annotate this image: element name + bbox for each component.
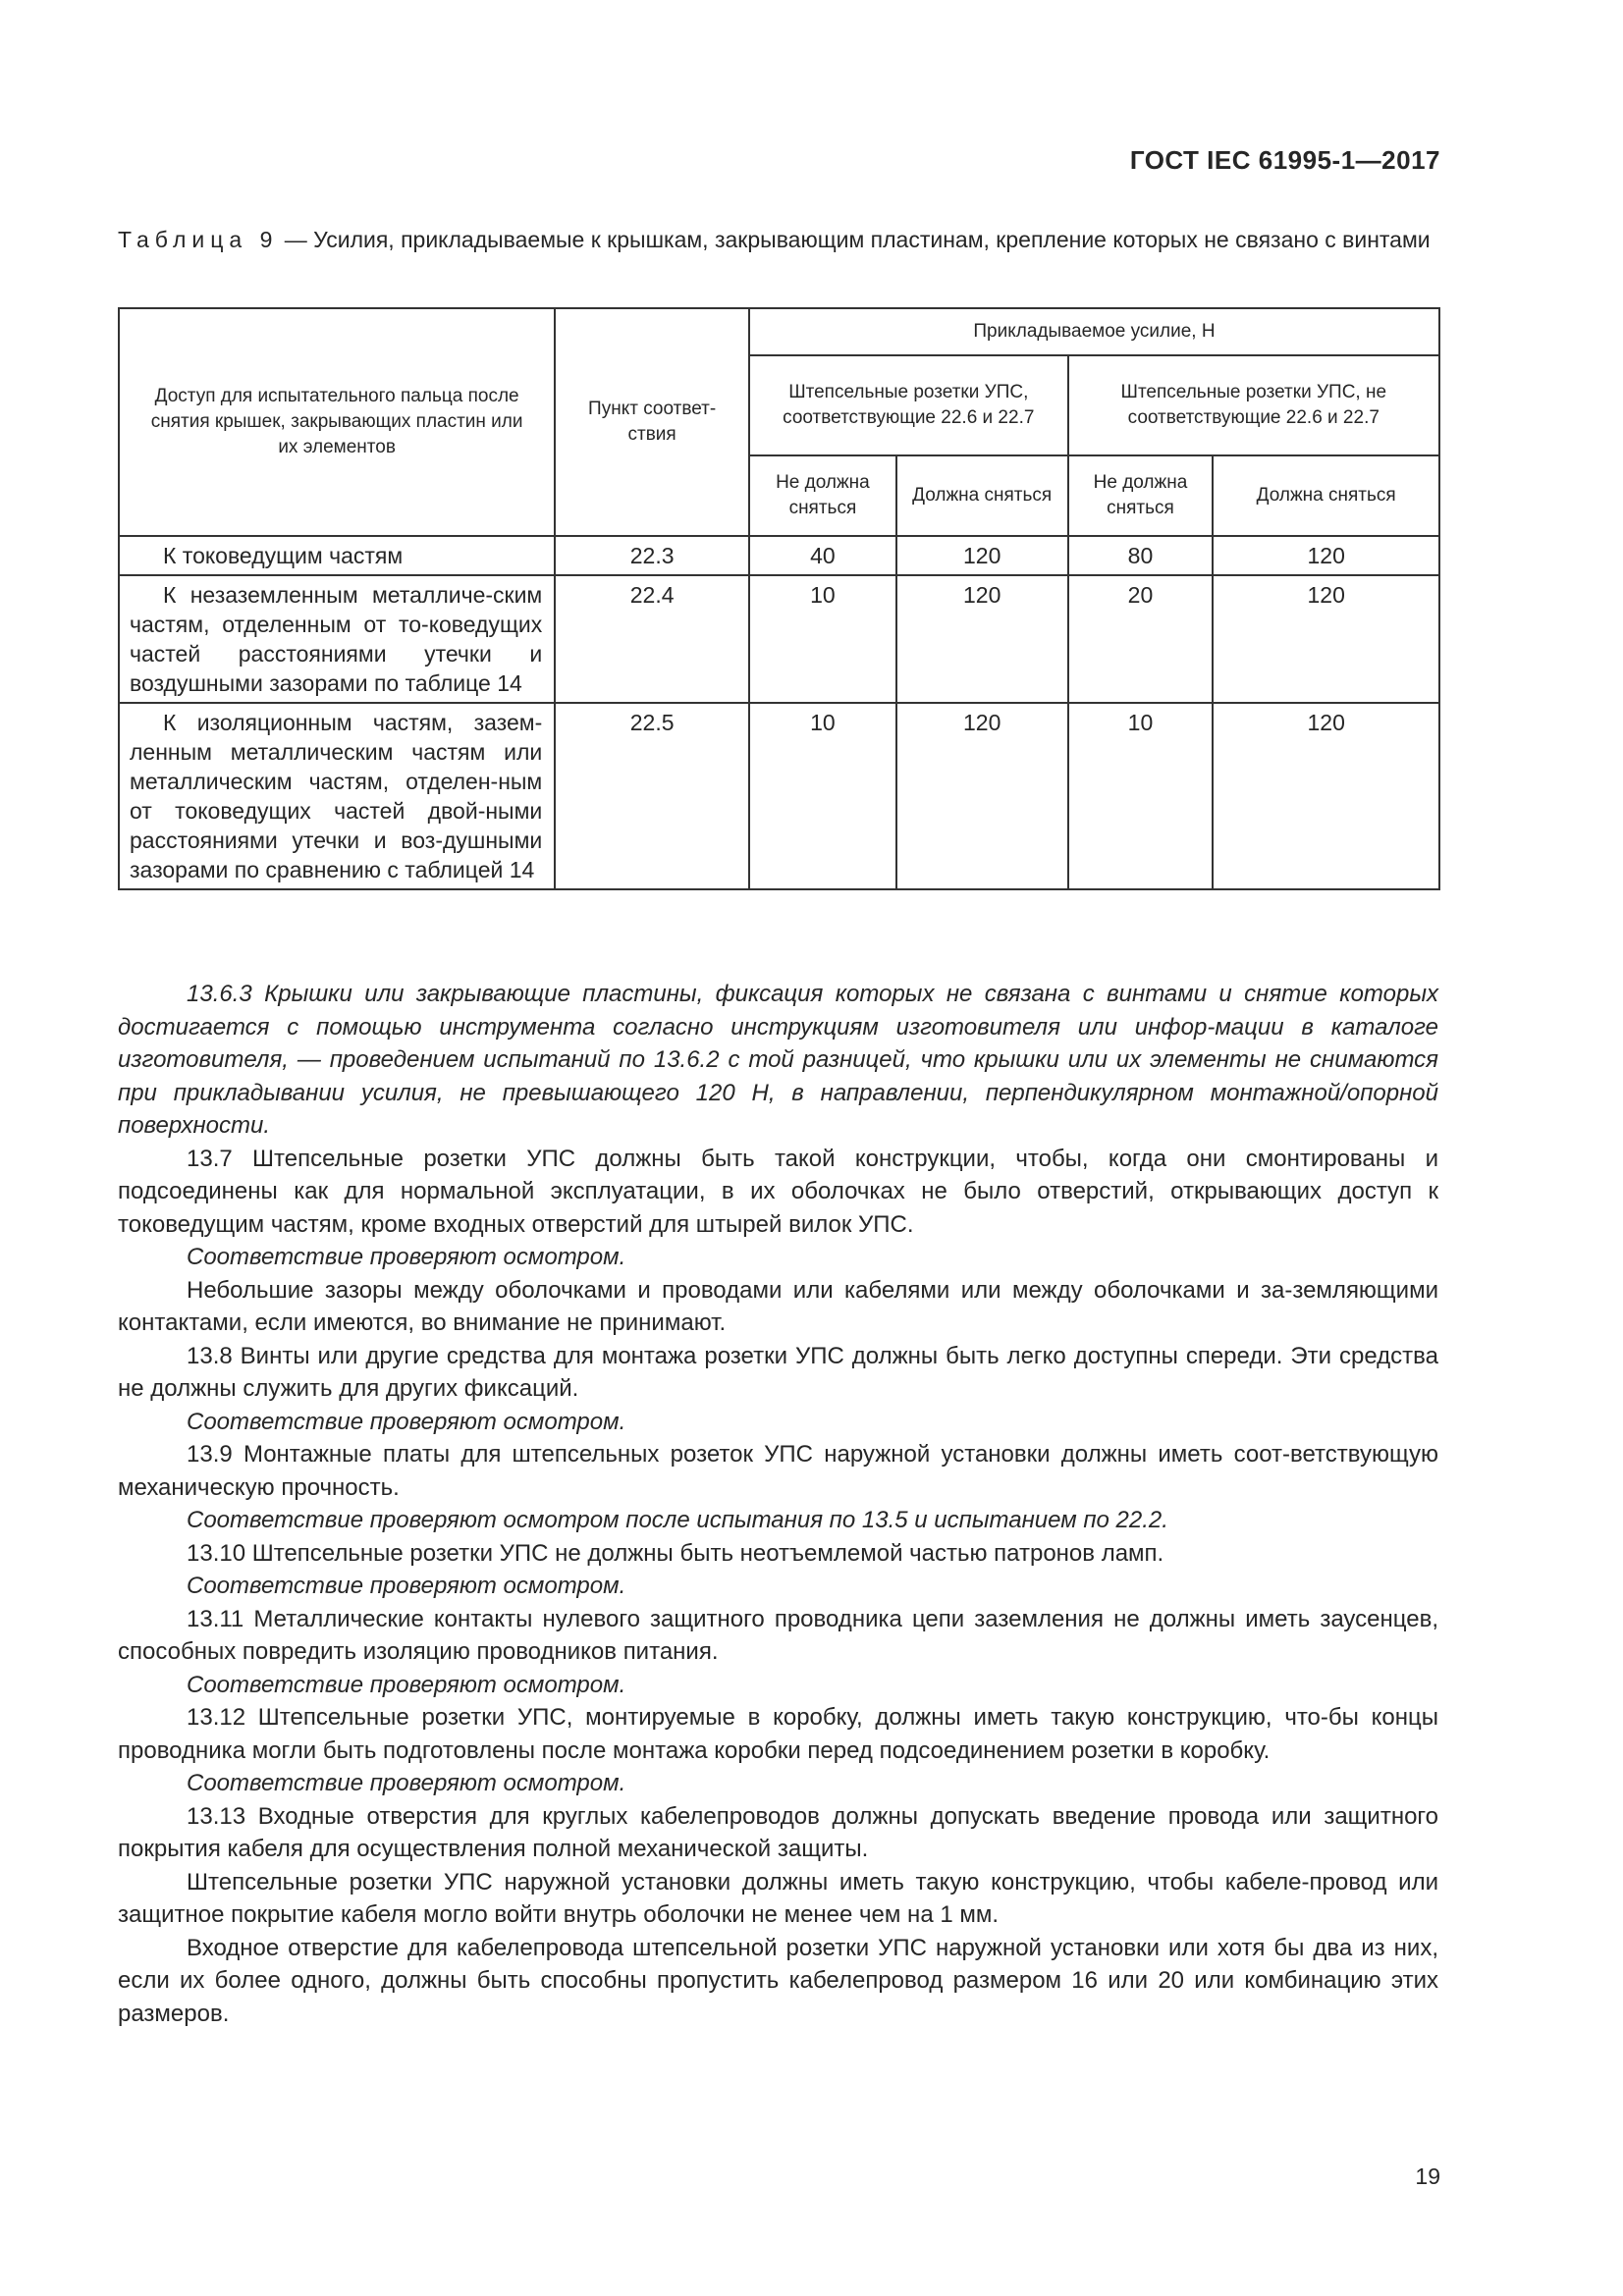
header-group1: Штепсельные розетки УПС, соответствующие 22.6 и 22.7	[749, 355, 1068, 455]
row-clause: 22.3	[555, 536, 749, 575]
page-number: 19	[1415, 2163, 1440, 2189]
compliance-note: Соответствие проверяют осмотром.	[187, 1244, 626, 1270]
paragraph-13-8: 13.8 Винты или другие средства для монтажа розетки УПС должны быть легко доступны спереди. Эти средства не должны служить для других фиксаций.	[118, 1342, 1438, 1402]
table-caption-label: Таблица 9	[118, 227, 279, 252]
table-row	[119, 536, 1439, 575]
row-label: К незаземленным металличе-ским частям, отделенным от то-коведущих частей расстояниями утечки и воздушными зазорами по таблице 14	[119, 575, 555, 703]
row-g1-must: 120	[896, 536, 1068, 575]
paragraph: Входное отверстие для кабелепровода штепсельной розетки УПС наружной установки или хотя бы два из них, если их более одного, должны быть способны пропустить кабелепровод размером 16 или 20 или комбинацию этих размеров.	[118, 1934, 1438, 2027]
row-g2-not: 10	[1068, 703, 1214, 889]
paragraph-13-13: 13.13 Входные отверстия для круглых кабелепроводов должны допускать введение провода или защитного покрытия кабеля для осуществления полной механической защиты.	[118, 1802, 1438, 1862]
paragraph-13-10: 13.10 Штепсельные розетки УПС не должны быть неотъемлемой частью патронов ламп.	[187, 1539, 1164, 1567]
table-caption	[118, 226, 1438, 254]
paragraph: Небольшие зазоры между оболочками и проводами или кабелями или между оболочками и за-земляющими контактами, если имеются, во внимание не принимают.	[118, 1276, 1438, 1336]
row-g2-not: 80	[1068, 536, 1214, 575]
row-g2-must: 120	[1213, 703, 1439, 889]
row-g2-must: 120	[1213, 575, 1439, 703]
row-label: К токоведущим частям	[119, 536, 555, 575]
forces-table	[118, 307, 1440, 890]
row-g1-not: 40	[749, 536, 896, 575]
row-g1-not: 10	[749, 703, 896, 889]
paragraph-13-7: 13.7 Штепсельные розетки УПС должны быть такой конструкции, чтобы, когда они смонтированы и подсоединены как для нормальной эксплуатации, в их оболочках не было отверстий, открывающих доступ к токоведущим частям, кроме входных отверстий для штырей вилок УПС.	[118, 1145, 1438, 1238]
header-force: Прикладываемое усилие, Н	[749, 308, 1439, 355]
compliance-note: Соответствие проверяют осмотром после испытания по 13.5 и испытанием по 22.2.	[187, 1507, 1168, 1533]
paragraph: Штепсельные розетки УПС наружной установки должны иметь такую конструкцию, чтобы кабеле-провод или защитное покрытие кабеля могло войти внутрь оболочки не менее чем на 1 мм.	[118, 1868, 1438, 1928]
paragraph-13-12: 13.12 Штепсельные розетки УПС, монтируемые в коробку, должны иметь такую конструкцию, что-бы концы проводника могли быть подготовлены после монтажа коробки перед подсоединением розетки в коробку.	[118, 1704, 1438, 1764]
header-g1-not: Не должна сняться	[749, 455, 896, 536]
row-g1-not: 10	[749, 575, 896, 703]
row-clause: 22.4	[555, 575, 749, 703]
document-header: ГОСТ IEC 61995-1—2017	[1129, 145, 1440, 175]
table-row	[119, 575, 1439, 703]
compliance-note: Соответствие проверяют осмотром.	[187, 1770, 626, 1796]
compliance-note: Соответствие проверяют осмотром.	[187, 1573, 626, 1599]
header-g2-must: Должна сняться	[1213, 455, 1439, 536]
header-g1-must: Должна сняться	[896, 455, 1068, 536]
paragraph-13-6-3: 13.6.3 Крышки или закрывающие пластины, фиксация которых не связана с винтами и снятие которых достигается с помощью инструмента согласно инструкциям изготовителя или инфор-мации в каталоге изготовителя, — проведением испытаний по 13.6.2 с той разницей, что крышки или их элементы не снимаются при прикладывании усилия, не превышающего 120 Н, в направлении, перпендикулярном монтажной/опорной поверхности.	[118, 981, 1438, 1139]
compliance-note: Соответствие проверяют осмотром.	[187, 1671, 626, 1698]
table-row	[119, 703, 1439, 889]
row-g2-must: 120	[1213, 536, 1439, 575]
table-caption-text: — Усилия, прикладываемые к крышкам, закрывающим пластинам, крепление которых не связано с винтами	[278, 227, 1431, 252]
row-g2-not: 20	[1068, 575, 1214, 703]
row-label: К изоляционным частям, зазем-ленным металлическим частям или металлическим частям, отделен-ным от токоведущих частей двой-ными расстояниями утечки и воз-душными зазорами по сравнению с таблицей 14	[119, 703, 555, 889]
compliance-note: Соответствие проверяют осмотром.	[187, 1408, 626, 1435]
row-g1-must: 120	[896, 703, 1068, 889]
header-group2: Штепсельные розетки УПС, не соответствующие 22.6 и 22.7	[1068, 355, 1439, 455]
body-text	[118, 978, 1438, 2030]
row-clause: 22.5	[555, 703, 749, 889]
paragraph-13-11: 13.11 Металлические контакты нулевого защитного проводника цепи заземления не должны иметь заусенцев, способных повредить изоляцию проводников питания.	[118, 1605, 1438, 1665]
header-access: Доступ для испытательного пальца после снятия крышек, закрывающих пластин или их элементов	[119, 308, 555, 536]
row-g1-must: 120	[896, 575, 1068, 703]
paragraph-13-9: 13.9 Монтажные платы для штепсельных розеток УПС наружной установки должны иметь соот-ветствующую механическую прочность.	[118, 1441, 1438, 1501]
header-g2-not: Не должна сняться	[1068, 455, 1214, 536]
header-clause: Пункт соответ-ствия	[555, 308, 749, 536]
